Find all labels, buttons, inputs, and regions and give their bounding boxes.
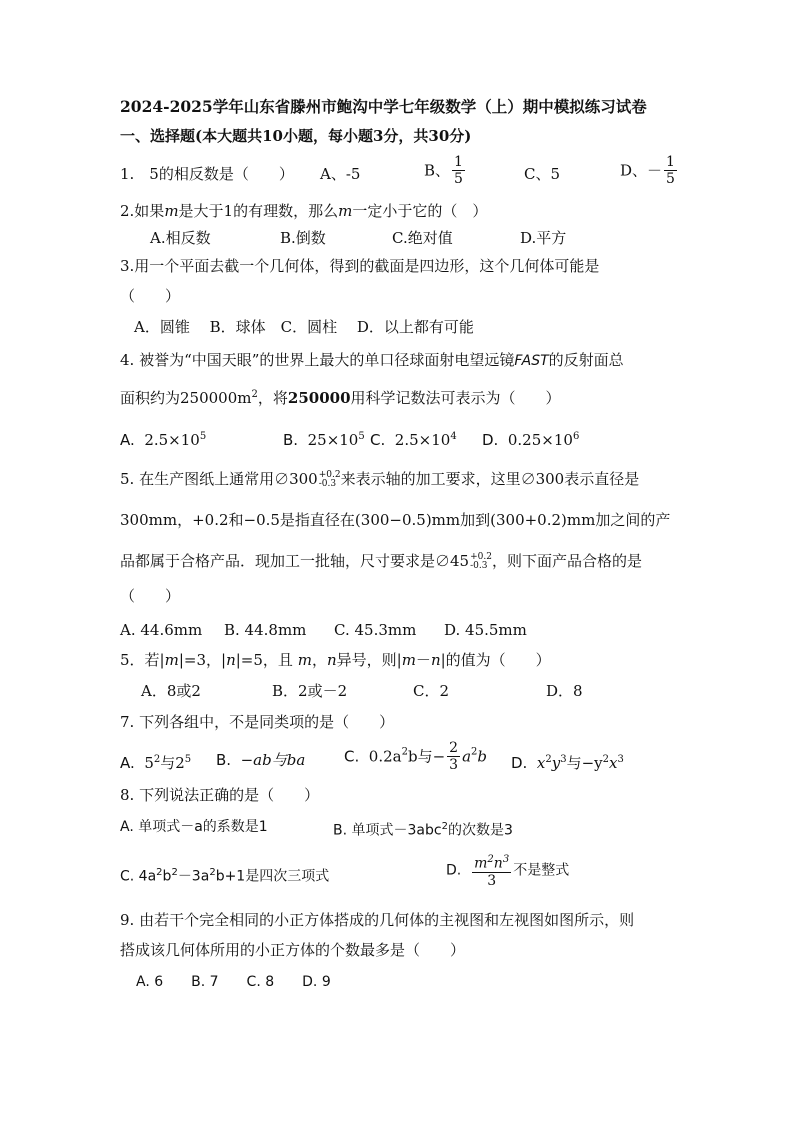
fraction-denominator: 5	[454, 171, 463, 187]
q7-d-y: y	[551, 754, 561, 772]
q4-number: 250000	[287, 389, 351, 407]
q5b-t1: 5．若|	[120, 651, 165, 669]
question-2-stem	[120, 201, 487, 221]
q5b-t4: ，	[311, 651, 327, 669]
fraction-numerator: 1	[666, 154, 675, 170]
question-4-option-c	[370, 427, 457, 450]
q8-d-label: D.	[446, 862, 462, 879]
q7-a-label: A.	[120, 754, 135, 772]
question-5a-line-1	[120, 469, 639, 489]
question-9-line-1: 9. 由若干个完全相同的小正方体搭成的几何体的主视图和左视图如图所示，则	[120, 911, 635, 929]
q7-c-s1: 2	[401, 746, 408, 758]
q2-text-3: 一定小于它的（ ）	[352, 202, 488, 220]
question-4-line-2	[120, 385, 561, 408]
q4-text-e: 用科学记数法可表示为（ ）	[350, 389, 561, 407]
q7-a-s1: 2	[153, 754, 161, 765]
q7-c-t2: b与−	[407, 747, 446, 766]
question-9-line-2: 搭成该几何体所用的小正方体的个数最多是（ ）	[120, 941, 466, 959]
question-7-option-a	[120, 750, 191, 773]
q8-c-s3: 2	[209, 867, 216, 878]
q2-text-2: 是大于1的有理数，那么	[178, 202, 339, 220]
q8-c-s1: 2	[156, 867, 163, 878]
q7-a-s2: 5	[184, 754, 192, 765]
q7-d-mid: 与−y	[566, 754, 603, 772]
q5b-t3: |=5，且	[235, 651, 293, 669]
q7-d-s4: 3	[617, 754, 624, 765]
question-4-option-b	[283, 427, 365, 450]
q5b-m-2: m	[297, 651, 312, 669]
question-1-option-a: A、-5	[320, 165, 361, 183]
question-2-option-c: C.绝对值	[392, 229, 453, 247]
q7-a-mid: 与2	[160, 754, 185, 772]
question-1-option-c: C、5	[524, 165, 561, 183]
question-5a-option-a: A. 44.6mm	[120, 621, 203, 639]
q8-d-s1: 2	[487, 854, 494, 865]
q5b-m-3: m	[401, 651, 416, 669]
q4-a-base: 2.5×10	[144, 431, 200, 449]
question-3-stem: 3.用一个平面去截一个几何体，得到的截面是四边形，这个几何体可能是	[120, 257, 600, 275]
q4-text-b: 的反射面总	[548, 351, 624, 369]
q8-c-s2: 2	[171, 867, 178, 878]
q4-b-base: 25×10	[307, 431, 359, 449]
q8-d-fraction	[472, 852, 511, 889]
q2-text-1: 2.如果	[120, 202, 165, 220]
question-5b-option-b: B．2或－2	[272, 682, 348, 700]
q5a-text-b: 来表示轴的加工要求，这里∅300表示直径是	[340, 470, 640, 488]
q7-d-s1: 2	[545, 754, 552, 765]
question-5a-option-c: C. 45.3mm	[334, 621, 417, 639]
question-1-stem: 1. 5的相反数是（ ）	[120, 165, 294, 183]
question-5a-option-b: B. 44.8mm	[224, 621, 307, 639]
q5b-t2: |=3，|	[178, 651, 227, 669]
question-1-option-b	[424, 154, 467, 187]
question-8-stem: 8. 下列说法正确的是（ ）	[120, 786, 320, 804]
question-4-option-a	[120, 427, 206, 450]
question-1-option-d-prefix: D、－	[620, 161, 663, 180]
question-8-option-b	[333, 817, 513, 841]
question-8-option-c	[120, 863, 329, 887]
tol-down: -0.3	[470, 561, 488, 571]
q5b-n-3: n	[430, 651, 441, 669]
q4-d-base: 0.25×10	[507, 431, 573, 449]
q2-var-m: m	[164, 202, 179, 220]
q4-b-label: B.	[283, 431, 299, 449]
question-1-option-b-fraction	[452, 154, 465, 187]
q4-a-exp: 5	[199, 431, 207, 442]
question-1-option-d	[620, 154, 679, 187]
q4-c-label: C.	[370, 431, 386, 449]
q7-c-t1: 0.2a	[368, 747, 402, 766]
q4-sup: 2	[251, 389, 258, 400]
q7-c-fraction	[447, 740, 460, 773]
q7-b-text: −ab与ba	[240, 751, 306, 769]
q8-d-text: 不是整式	[513, 862, 570, 879]
q5a-text-d: ，则下面产品合格的是	[491, 552, 642, 570]
tol-up: +0.2	[318, 470, 341, 480]
q7-c-label: C.	[344, 747, 360, 766]
page-title: 2024-2025学年山东省滕州市鲍沟中学七年级数学（上）期中模拟练习试卷	[120, 97, 647, 116]
q8-d-s2: 3	[502, 854, 510, 865]
q4-text-d: ，将	[257, 389, 288, 407]
question-3-options: A．圆锥 B．球体 C．圆柱 D．以上都有可能	[134, 318, 474, 336]
question-5b-option-c: C．2	[413, 682, 450, 700]
question-8-option-a: A. 单项式－a的系数是1	[120, 819, 268, 835]
question-5a-paren: （ ）	[120, 587, 181, 605]
q8-c-2: b	[162, 868, 172, 885]
q4-b-exp: 5	[358, 431, 365, 442]
question-7-stem: 7. 下列各组中，不是同类项的是（ ）	[120, 713, 395, 731]
q8-c-3: －3a	[177, 868, 210, 885]
fraction-numerator	[472, 852, 511, 873]
question-4-line-1	[120, 350, 624, 371]
q5b-m: m	[164, 651, 179, 669]
section-heading: 一、选择题(本大题共10小题，每小题3分，共30分)	[120, 127, 472, 145]
q8-c-1: C. 4a	[120, 868, 157, 885]
question-9-options: A. 6 B. 7 C. 8 D. 9	[136, 974, 331, 990]
question-8-option-d	[446, 852, 569, 889]
q7-d-x: x	[536, 754, 546, 772]
question-3-paren: （ ）	[120, 287, 181, 305]
q4-d-exp: 6	[572, 431, 580, 442]
fraction-denominator: 5	[666, 171, 675, 187]
q7-a-t1: 5	[144, 754, 154, 772]
q7-c-s2: 2	[471, 746, 478, 758]
q8-b-2: 的次数是3	[447, 822, 513, 839]
question-2-option-b: B.倒数	[280, 229, 326, 247]
q5b-t7: |的值为（ ）	[440, 651, 551, 669]
q5b-n-2: n	[326, 651, 337, 669]
q8-d-m: m	[474, 855, 488, 872]
question-5b-stem	[120, 650, 551, 670]
question-5a-option-d: D. 45.5mm	[444, 621, 527, 639]
question-1-option-b-prefix: B、	[424, 161, 451, 180]
question-5b-option-a: A．8或2	[141, 682, 201, 700]
question-2-option-a: A.相反数	[150, 229, 211, 247]
q7-d-s2: 3	[560, 754, 567, 765]
q5a-tolerance	[319, 471, 341, 489]
question-5a-line-2: 300mm，+0.2和−0.5是指直径在(300−0.5)mm加到(300+0.2)mm加之间的产	[120, 511, 671, 529]
fraction-denominator: 3	[449, 757, 459, 773]
q5b-t6: －	[415, 651, 431, 669]
q2-var-m-2: m	[338, 202, 353, 220]
q7-b-label: B.	[216, 751, 232, 769]
q5b-n: n	[226, 651, 236, 669]
q7-c-t3: a	[462, 747, 472, 766]
q5a-text-c: 品都属于合格产品．现加工一批轴，尺寸要求是∅45	[120, 552, 470, 570]
q8-b-sup: 2	[441, 821, 448, 832]
question-1-option-d-fraction	[664, 154, 677, 187]
q4-c-exp: 4	[450, 431, 457, 442]
question-7-option-b	[216, 750, 305, 770]
q7-d-x2: x	[609, 754, 618, 772]
q5a-tolerance-2	[470, 553, 492, 571]
question-7-option-d	[511, 750, 624, 773]
q5b-t5: 异号，则|	[336, 651, 402, 669]
q8-c-4: b+1是四次三项式	[215, 868, 330, 885]
q7-c-t4: b	[477, 747, 488, 766]
q4-d-label: D.	[482, 431, 499, 449]
fraction-numerator: 1	[454, 154, 463, 170]
tol-up: +0.2	[470, 552, 492, 562]
fraction-denominator: 3	[487, 872, 497, 889]
question-7-option-c	[344, 740, 487, 773]
q4-text-c: 面积约为250000m	[120, 389, 252, 407]
q7-d-label: D.	[511, 754, 528, 772]
tol-down: -0.3	[318, 479, 337, 489]
q7-d-s3: 2	[602, 754, 609, 765]
fraction-numerator: 2	[449, 740, 459, 756]
question-5a-line-3	[120, 551, 642, 571]
question-5b-option-d: D．8	[546, 682, 583, 700]
q4-fast: FAST	[514, 353, 549, 369]
q5a-text-a: 5. 在生产图纸上通常用∅300	[120, 470, 318, 488]
q4-text-a: 4. 被誉为“中国天眼”的世界上最大的单口径球面射电望远镜	[120, 351, 515, 369]
question-2-option-d: D.平方	[520, 229, 567, 247]
q4-c-base: 2.5×10	[394, 431, 451, 449]
question-4-option-d	[482, 427, 579, 450]
q8-d-n: n	[493, 855, 503, 872]
q4-a-label: A.	[120, 431, 135, 449]
q8-b-1: B. 单项式－3abc	[333, 822, 442, 839]
